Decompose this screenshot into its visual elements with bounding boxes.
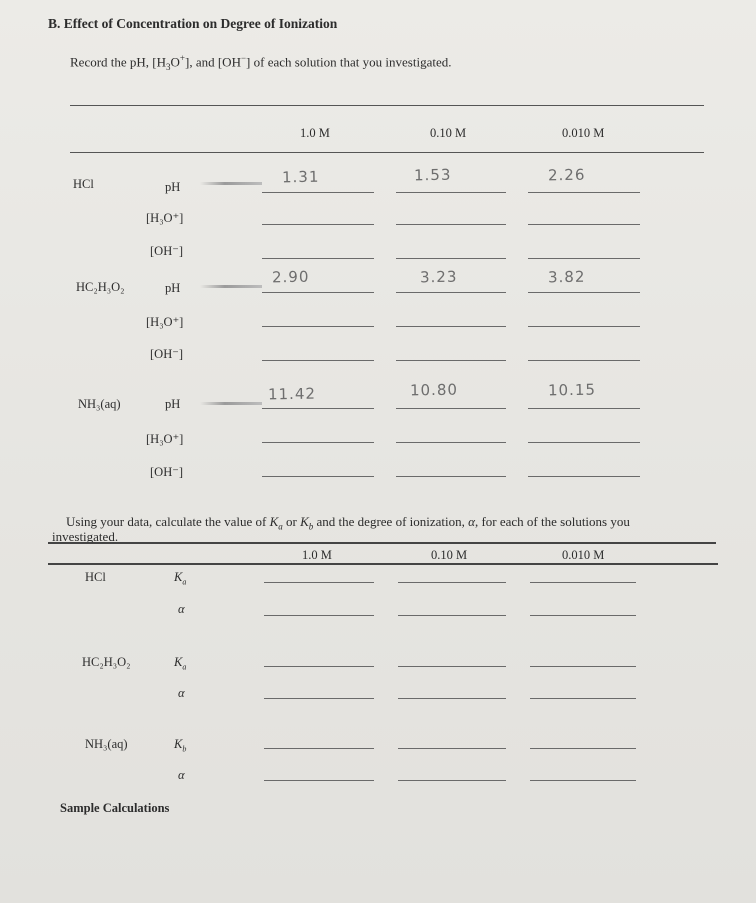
answer-blank[interactable] [528, 360, 640, 361]
handwritten-value: 3.82 [547, 267, 586, 287]
answer-blank[interactable] [528, 224, 640, 225]
column-header-2: 0.10 M [430, 126, 467, 140]
handwritten-value: 2.26 [547, 165, 586, 185]
row-label-oh: [OH⁻] [150, 347, 183, 361]
row-label-alpha: α [178, 768, 185, 782]
row-leader [200, 182, 262, 185]
answer-blank[interactable] [396, 258, 506, 259]
row-label-kb: $K_b$ [174, 737, 187, 754]
handwritten-value: 10.80 [409, 380, 459, 400]
row-label-ph: pH [165, 180, 181, 194]
row-label-h3o: [H₃O⁺] [146, 211, 184, 225]
answer-blank[interactable] [264, 615, 374, 616]
table2-top-rule [48, 542, 716, 544]
answer-blank[interactable] [264, 780, 374, 781]
answer-blank[interactable] [264, 666, 374, 667]
answer-blank[interactable] [396, 442, 506, 443]
answer-blank[interactable] [396, 476, 506, 477]
column-header-3: 0.010 M [562, 548, 605, 562]
answer-blank[interactable] [264, 698, 374, 699]
record-instruction: Record the pH, $[H_3O^+]$, and [OH−] of each solution that you investigated. [70, 53, 452, 72]
row-label-ph: pH [165, 281, 181, 295]
group-label-hcl: HCl [85, 570, 106, 584]
answer-blank[interactable] [528, 292, 640, 293]
section-title: B. Effect of Concentration on Degree of Ionization [48, 16, 338, 31]
handwritten-value: 1.31 [281, 167, 320, 187]
row-leader [200, 285, 262, 288]
answer-blank[interactable] [528, 476, 640, 477]
handwritten-value: 3.23 [419, 267, 458, 287]
sample-calculations-heading: Sample Calculations [60, 801, 170, 815]
row-label-ka: $K_a$ [174, 570, 187, 587]
ionization-instruction-line2: investigated. [52, 529, 119, 544]
column-header-2: 0.10 M [431, 548, 468, 562]
answer-blank[interactable] [396, 292, 506, 293]
handwritten-value: 1.53 [413, 165, 452, 185]
group-label-acetic-acid: HC₂H₃O₂ [82, 655, 131, 669]
handwritten-value: 2.90 [271, 267, 310, 287]
answer-blank[interactable] [262, 360, 374, 361]
answer-blank[interactable] [396, 192, 506, 193]
answer-blank[interactable] [262, 326, 374, 327]
answer-blank[interactable] [262, 442, 374, 443]
row-label-h3o: [H₃O⁺] [146, 315, 184, 329]
column-header-1: 1.0 M [302, 548, 332, 562]
answer-blank[interactable] [396, 224, 506, 225]
answer-blank[interactable] [528, 258, 640, 259]
answer-blank[interactable] [262, 192, 374, 193]
column-header-1: 1.0 M [300, 126, 330, 140]
handwritten-value: 10.15 [547, 380, 597, 400]
table-header-rule [70, 152, 704, 153]
answer-blank[interactable] [530, 698, 636, 699]
row-label-alpha: α [178, 602, 185, 616]
answer-blank[interactable] [396, 360, 506, 361]
answer-blank[interactable] [262, 292, 374, 293]
answer-blank[interactable] [264, 582, 374, 583]
answer-blank[interactable] [530, 615, 636, 616]
answer-blank[interactable] [530, 780, 636, 781]
answer-blank[interactable] [530, 748, 636, 749]
answer-blank[interactable] [398, 780, 506, 781]
answer-blank[interactable] [398, 615, 506, 616]
answer-blank[interactable] [528, 408, 640, 409]
answer-blank[interactable] [396, 408, 506, 409]
answer-blank[interactable] [528, 442, 640, 443]
answer-blank[interactable] [528, 326, 640, 327]
group-label-ammonia: NH₃(aq) [78, 397, 121, 411]
row-label-h3o: [H₃O⁺] [146, 432, 184, 446]
handwritten-value: 11.42 [267, 384, 317, 404]
row-label-oh: [OH⁻] [150, 465, 183, 479]
row-leader [200, 402, 262, 405]
answer-blank[interactable] [262, 476, 374, 477]
group-label-acetic-acid: HC₂H₃O₂ [76, 280, 125, 294]
answer-blank[interactable] [262, 408, 374, 409]
table2-header-rule [48, 563, 718, 565]
answer-blank[interactable] [262, 258, 374, 259]
row-label-ph: pH [165, 397, 181, 411]
answer-blank[interactable] [398, 748, 506, 749]
table-top-rule [70, 105, 704, 106]
answer-blank[interactable] [262, 224, 374, 225]
answer-blank[interactable] [398, 666, 506, 667]
answer-blank[interactable] [398, 698, 506, 699]
row-label-oh: [OH⁻] [150, 244, 183, 258]
answer-blank[interactable] [530, 582, 636, 583]
ionization-instruction-line1: Using your data, calculate the value of $K_a$ or $K_b$ and the degree of ionization, α, for each of the solutions you [66, 514, 630, 532]
row-label-alpha: α [178, 686, 185, 700]
group-label-hcl: HCl [73, 177, 94, 191]
answer-blank[interactable] [528, 192, 640, 193]
answer-blank[interactable] [398, 582, 506, 583]
row-label-ka: $K_a$ [174, 655, 187, 672]
group-label-ammonia: NH₃(aq) [85, 737, 128, 751]
answer-blank[interactable] [264, 748, 374, 749]
answer-blank[interactable] [396, 326, 506, 327]
answer-blank[interactable] [530, 666, 636, 667]
column-header-3: 0.010 M [562, 126, 605, 140]
